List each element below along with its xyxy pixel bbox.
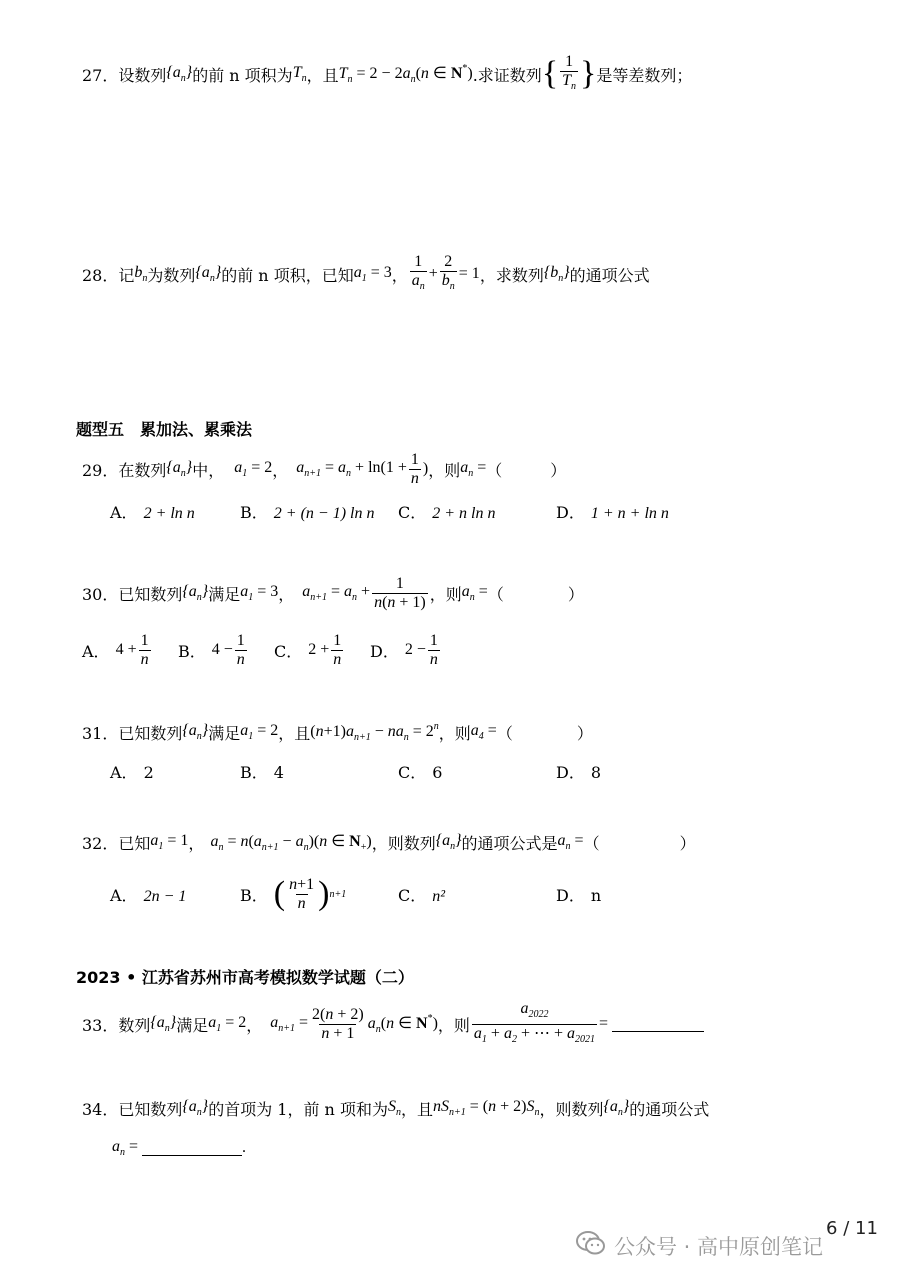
option-c[interactable]: C． 2 + n ln n [398,503,496,522]
wechat-icon [576,1230,606,1261]
option-b[interactable]: B． ( $\frac{n+1}{n}$ ) n+1 [240,875,347,912]
option-b[interactable]: B． 4 − $\frac{1}{n}$ [178,631,245,668]
option-a[interactable]: A． 4 + $\frac{1}{n}$ [82,631,149,668]
question-34: 34． 已知数列 $\{a_n\}$ 的首项为 1，前 n 项和为 $S_n$ ，且 $nS_{n+1} = (n + 2)S_n$ ，则数列 $\{a_n\}$ 的通项公式 [82,1098,710,1119]
option-c[interactable]: C． n² [398,885,446,905]
question-27: 27． 设数列 $\{a_n\}$ 的前 n 项积为 $T_n$ ，且 $T_n = 2 - 2a_n(n$ ∈ N*) .求证数列 { $\frac{1}{T_n}$ } 是等差数列； [82,58,692,90]
answer-blank-34[interactable] [142,1141,242,1156]
option-d[interactable]: D． n [556,885,602,905]
page-number: 6 / 11 [826,1218,878,1239]
options-31 [110,760,601,783]
option-a[interactable]: A． 2 [110,763,154,782]
seq-an: $\{a_n\}$ [166,64,193,84]
option-d[interactable]: D． 8 [556,763,602,782]
option-c[interactable]: C． 6 [398,763,443,782]
watermark: 公众号 · 高中原创笔记 [576,1230,823,1261]
answer-blank-33[interactable] [612,1017,704,1032]
question-31: 31． 已知数列 $\{a_n\}$ 满足 $a_1 = 2$ ，且 $(n+1)a_{n+1} - na_n = 2^n$ ，则 $a_4$ = （ ） [82,721,593,743]
question-34-answer: $a_n$ = . [112,1138,247,1158]
question-28: 28． 记 $b_n$ 为数列 $\{a_n\}$ 的前 n 项积，已知 $a_1 = 3$ ， $\frac{1}{a_n}$ + $\frac{2}{b_n}$ = 1 ，求数列 $\{b_n\}$ 的通项公式 [82,254,650,294]
option-c[interactable]: C． 2 + $\frac{1}{n}$ [274,631,342,668]
question-30: 30． 已知数列 $\{a_n\}$ 满足 $a_1 = 3$ ， $a_{n+1} = a_n$ + $\frac{1}{n(n + 1)}$ ，则 $a_n$ = （ ） [82,574,584,611]
formula-tn: $T_n = 2 - 2a_n(n$ ∈ N*) [338,63,473,85]
options-30 [82,630,442,670]
question-33: 33． 数列 $\{a_n\}$ 满足 $a_1 = 2$ ， $a_{n+1}$ = $\frac{2(n + 2)}{n + 1}$ $a_n(n$ ∈ N*) ，则 $\frac{a_{2022}}{a_1 + a_2 + \cdots + a_{2021}}$ = [82,1002,704,1046]
option-b[interactable]: B． 4 [240,763,284,782]
section-heading-5: 题型五 累加法、累乘法 [76,420,253,439]
options-29 [110,500,669,523]
option-b[interactable]: B． 2 + (n − 1) ln n [240,503,375,522]
options-32 [110,870,601,918]
option-a[interactable]: A． 2n − 1 [110,885,187,905]
question-32: 32． 已知 $a_1 = 1$ ， $a_n = n(a_{n+1} - a_n)(n$ ∈ $N_+$) ，则数列 $\{a_n\}$ 的通项公式是 $a_n$ = （ ） [82,832,696,853]
section-heading-exam: 2023 • 江苏省苏州市高考模拟数学试题（二） [76,968,414,987]
fraction-1-over-tn: $\frac{1}{T_n}$ [560,53,578,96]
option-d[interactable]: D． 2 − $\frac{1}{n}$ [370,631,438,668]
option-a[interactable]: A． 2 + ln n [110,503,195,522]
option-d[interactable]: D． 1 + n + ln n [556,503,669,522]
question-29: 29． 在数列 $\{a_n\}$ 中， $a_1 = 2$ ， $a_{n+1} = a_n + \ln(1$ + $\frac{1}{n}$ ) ，则 $a_n$ = （ ） [82,450,567,487]
